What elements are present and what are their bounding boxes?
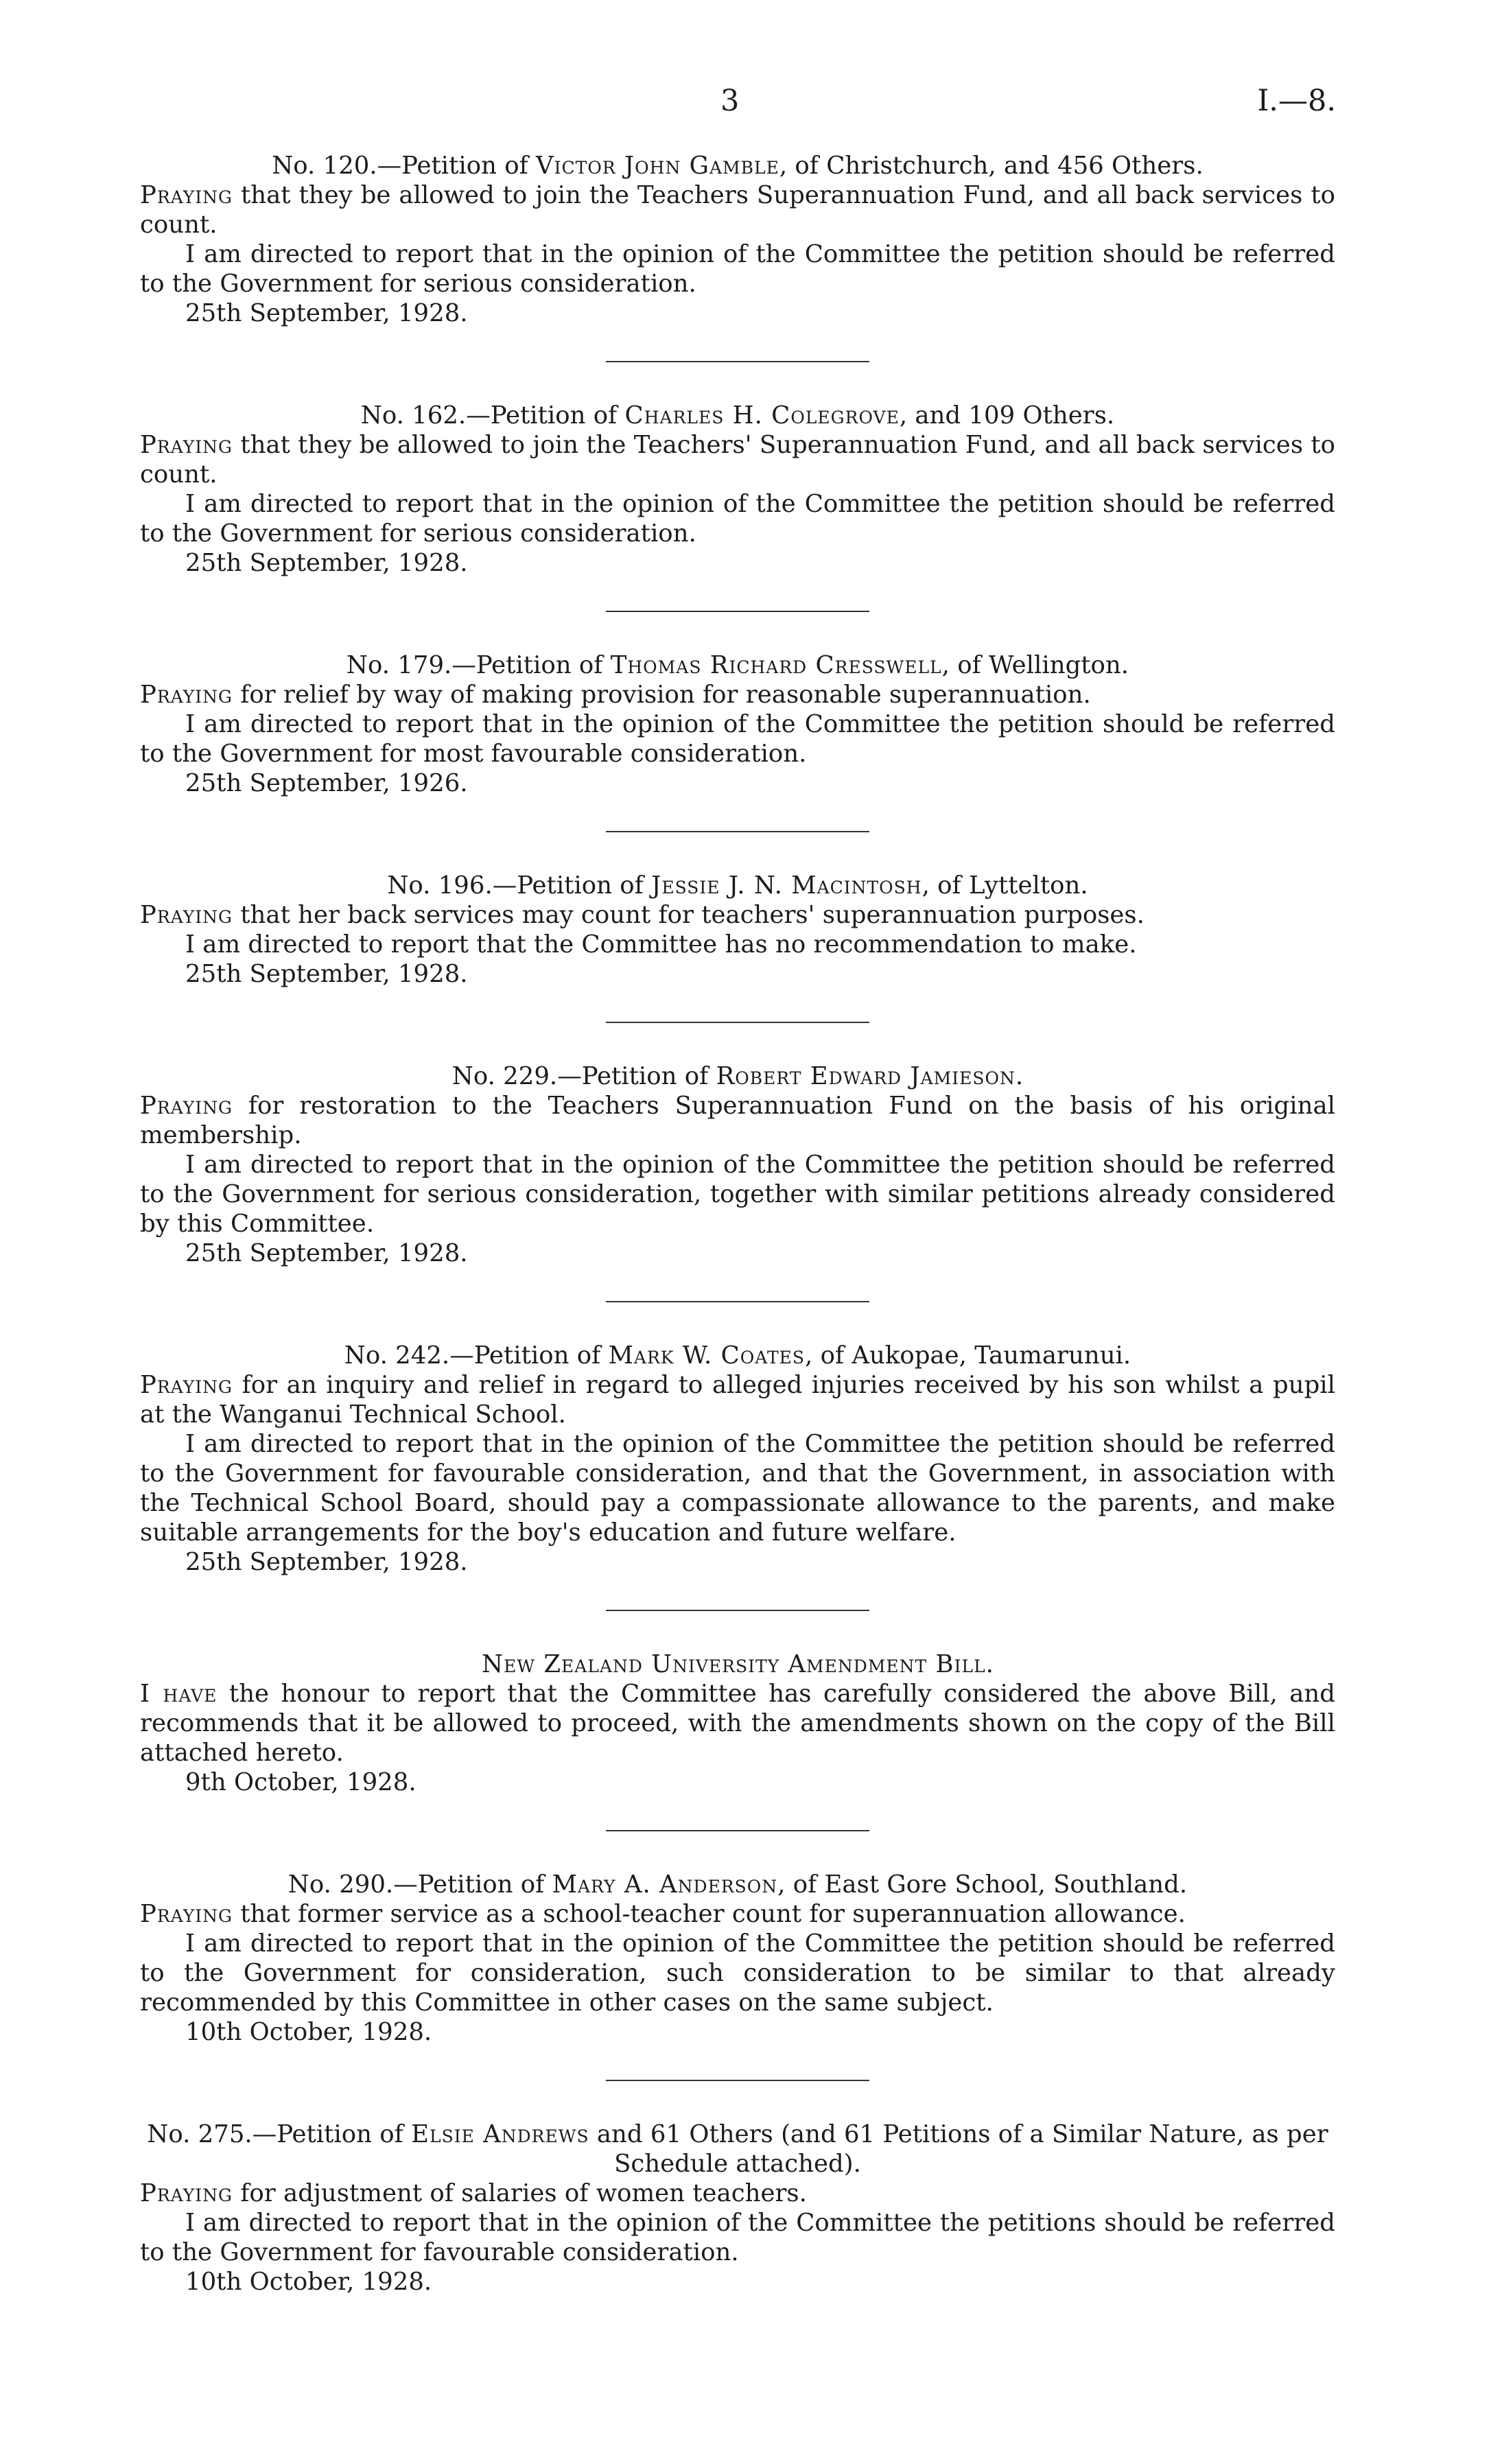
petition-section xyxy=(140,1341,1335,1577)
section-title: No. 290.—Petition of Mary A. Anderson, of East Gore School, Southland. xyxy=(287,1870,1188,1899)
section-date: 10th October, 1928. xyxy=(185,2018,432,2046)
petitioner-name: Jessie J. N. Macintosh xyxy=(651,871,922,900)
petitioner-name: Mark W. Coates xyxy=(608,1341,805,1370)
section-title: No. 120.—Petition of Victor John Gamble, of Christchurch, and 456 Others. xyxy=(272,152,1204,180)
section-title: No. 242.—Petition of Mark W. Coates, of Aukopae, Taumarunui. xyxy=(344,1341,1131,1370)
document-body xyxy=(140,151,1335,2297)
report-paragraph: I am directed to report that in the opinion of the Committee the petition should be referred to the Government for serious consideration. xyxy=(140,240,1335,298)
report-paragraph: I am directed to report that in the opinion of the Committee the petitions should be referred to the Government for favourable consideration. xyxy=(140,2209,1335,2266)
section-title: No. 196.—Petition of Jessie J. N. Macintosh, of Lyttelton. xyxy=(387,871,1088,900)
report-paragraph: I have the honour to report that the Committee has carefully considered the above Bill, and recommends that it be allowed to proceed, with the amendments shown on the copy of the Bill attached hereto. xyxy=(140,1680,1335,1767)
section-date: 25th September, 1928. xyxy=(185,299,468,327)
praying-paragraph: Praying for adjustment of salaries of women teachers. xyxy=(140,2179,807,2207)
praying-paragraph: Praying that they be allowed to join the Teachers Superannuation Fund, and all back services to count. xyxy=(140,181,1335,239)
petition-section xyxy=(140,1061,1335,1268)
petition-section xyxy=(140,151,1335,328)
report-paragraph: I am directed to report that in the opinion of the Committee the petition should be referred to the Government for most favourable consideration. xyxy=(140,710,1335,768)
document-reference: I.—8. xyxy=(1257,84,1336,118)
section-date: 25th September, 1928. xyxy=(185,960,468,988)
petitioner-name: Elsie Andrews xyxy=(411,2120,589,2148)
petitioner-name: Mary A. Anderson xyxy=(552,1870,778,1899)
bill-name: New Zealand University Amendment Bill xyxy=(482,1650,986,1678)
praying-paragraph: Praying that her back services may count for teachers' superannuation purposes. xyxy=(140,901,1144,929)
petition-section xyxy=(140,871,1335,989)
praying-paragraph: Praying that former service as a school-teacher count for superannuation allowance. xyxy=(140,1900,1186,1928)
petitioner-name: Robert Edward Jamieson xyxy=(716,1062,1015,1090)
section-title: No. 162.—Petition of Charles H. Colegrove, and 109 Others. xyxy=(360,401,1115,430)
section-title: No. 275.—Petition of Elsie Andrews and 61 Others (and 61 Petitions of a Similar Nature, as per Schedule attached). xyxy=(147,2120,1328,2178)
petition-section xyxy=(140,401,1335,578)
report-paragraph: I am directed to report that in the opinion of the Committee the petition should be referred to the Government for favourable consideration, and that the Government, in association with the Technical School Board, should pay a compassionate allowance to the parents, and make suitable arrangements for the boy's education and future welfare. xyxy=(140,1430,1335,1547)
report-paragraph: I am directed to report that in the opinion of the Committee the petition should be referred to the Government for serious consideration, together with similar petitions already considered by this Committee. xyxy=(140,1151,1335,1238)
praying-paragraph: Praying that they be allowed to join the Teachers' Superannuation Fund, and all back services to count. xyxy=(140,431,1335,489)
section-date: 25th September, 1926. xyxy=(185,769,468,797)
report-paragraph: I am directed to report that in the opinion of the Committee the petition should be referred to the Government for consideration, such consideration to be similar to that already recommended by this Committee in other cases on the same subject. xyxy=(140,1929,1335,2017)
section-date: 9th October, 1928. xyxy=(185,1768,416,1796)
petitioner-name: Thomas Richard Cresswell xyxy=(610,651,942,679)
section-date: 25th September, 1928. xyxy=(185,1239,468,1267)
page-header xyxy=(0,86,1491,128)
section-date: 25th September, 1928. xyxy=(185,1548,468,1576)
section-title: No. 229.—Petition of Robert Edward Jamieson. xyxy=(451,1062,1024,1090)
petitioner-name: Victor John Gamble xyxy=(536,152,779,180)
petition-section xyxy=(140,1870,1335,2047)
section-title: New Zealand University Amendment Bill. xyxy=(482,1650,994,1678)
praying-paragraph: Praying for an inquiry and relief in regard to alleged injuries received by his son whilst a pupil at the Wanganui Technical School. xyxy=(140,1371,1335,1429)
section-date: 25th September, 1928. xyxy=(185,549,468,577)
section-title: No. 179.—Petition of Thomas Richard Cresswell, of Wellington. xyxy=(346,651,1129,679)
petition-section xyxy=(140,2120,1335,2297)
page-number: 3 xyxy=(720,84,740,118)
bill-section xyxy=(140,1650,1335,1797)
praying-paragraph: Praying for restoration to the Teachers Superannuation Fund on the basis of his original membership. xyxy=(140,1092,1335,1149)
praying-paragraph: Praying for relief by way of making provision for reasonable superannuation. xyxy=(140,681,1091,709)
petitioner-name: Charles H. Colegrove xyxy=(624,401,900,430)
petition-section xyxy=(140,650,1335,798)
report-paragraph: I am directed to report that the Committee has no recommendation to make. xyxy=(185,930,1137,959)
section-date: 10th October, 1928. xyxy=(185,2268,432,2296)
report-paragraph: I am directed to report that in the opinion of the Committee the petition should be referred to the Government for serious consideration. xyxy=(140,490,1335,548)
